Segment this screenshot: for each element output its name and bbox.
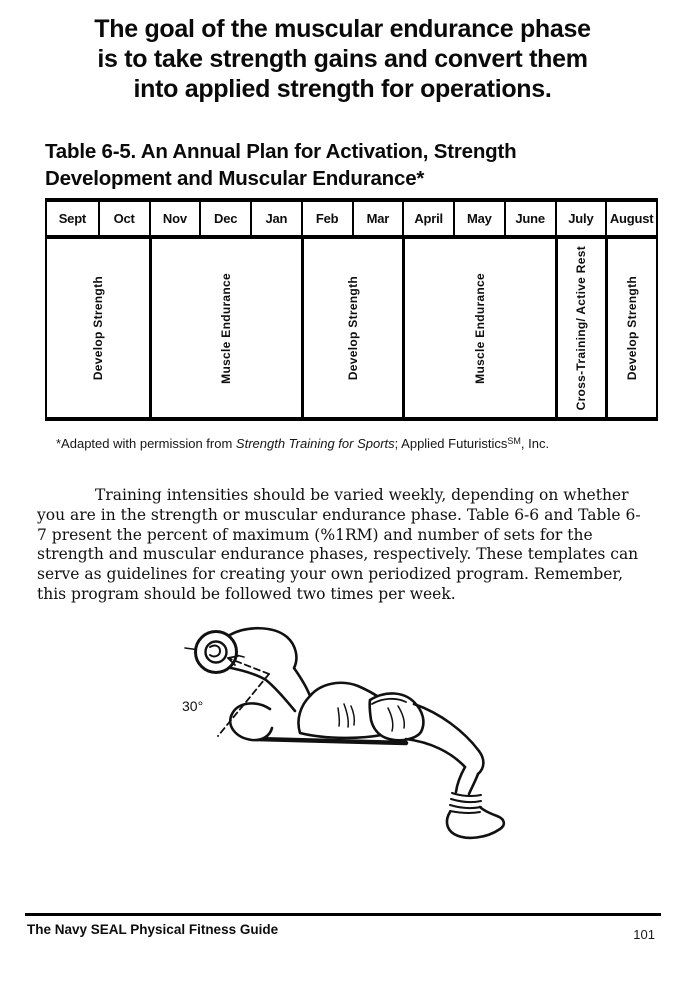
footer-rule	[25, 913, 661, 916]
month-header-cell: Dec	[199, 202, 250, 235]
annual-plan-table	[45, 198, 658, 421]
table-title-line: Development and Muscular Endurance*	[45, 167, 425, 190]
footnote-suffix: , Inc.	[520, 436, 550, 451]
phase-row	[45, 239, 658, 417]
paragraph-line: this program should be followed two times per week.	[37, 584, 456, 603]
page-heading	[0, 14, 685, 104]
month-header-cell: Sept	[58, 211, 87, 226]
bench-line	[256, 739, 406, 743]
footnote-source: Strength Training for Sports	[235, 436, 395, 451]
footer-book-title: The Navy SEAL Physical Fitness Guide	[27, 922, 279, 937]
month-header-cell: Nov	[149, 202, 200, 235]
paragraph-line: Training intensities should be varied weekly, depending on whether	[95, 486, 629, 504]
phase-cell	[149, 239, 301, 417]
phase-label: Cross-Training/ Active Rest	[574, 245, 589, 411]
footnote-middle: ; Applied Futuristics	[394, 436, 508, 451]
heading-line: is to take strength gains and convert them	[97, 45, 588, 73]
shin-line	[456, 767, 465, 792]
ankle-wrap	[452, 793, 481, 796]
page-number: 101	[633, 927, 655, 942]
paragraph-line: serve as guidelines for creating your own periodized program. Remember,	[37, 565, 624, 584]
table-title-line: Table 6-5. An Annual Plan for Activation, Strength	[45, 140, 517, 163]
weight-plate-hub	[206, 642, 227, 663]
month-header-cell: April	[402, 202, 453, 235]
ankle-wrap	[450, 811, 480, 813]
knee-line	[478, 751, 483, 774]
month-header-cell: July	[555, 202, 606, 235]
month-header-row	[45, 202, 658, 239]
phase-cell	[47, 239, 149, 417]
month-header-cell: Jan	[250, 202, 301, 235]
paragraph-line: 7 present the percent of maximum (%1RM) and number of sets for the	[37, 525, 593, 544]
month-header-cell: Feb	[301, 202, 352, 235]
table-footnote	[56, 436, 549, 451]
footnote-trademark: SM	[507, 436, 521, 446]
ankle-wrap	[451, 799, 481, 802]
ankle-wrap	[450, 805, 481, 808]
phase-label: Develop Strength	[625, 275, 640, 381]
head-outline	[230, 703, 272, 740]
phase-cell	[301, 239, 403, 417]
month-header-cell: Oct	[98, 202, 149, 235]
footnote-prefix: *Adapted with permission from	[56, 436, 236, 451]
phase-cell	[402, 239, 554, 417]
phase-label: Develop Strength	[90, 275, 105, 381]
shin-line	[469, 774, 478, 794]
table-title	[45, 138, 665, 192]
month-header-cell: Mar	[352, 202, 403, 235]
phase-cell	[605, 239, 656, 417]
phase-label: Muscle Endurance	[219, 272, 234, 384]
month-header-cell: May	[453, 202, 504, 235]
body-paragraph	[37, 486, 667, 605]
phase-cell	[555, 239, 606, 417]
heading-line: into applied strength for operations.	[133, 75, 552, 103]
angle-label: 30°	[182, 698, 204, 714]
exercise-illustration	[148, 616, 550, 864]
thigh-bottom-line	[406, 739, 465, 767]
month-header-cell: June	[504, 202, 555, 235]
month-header-cell: August	[605, 202, 656, 235]
heading-line: The goal of the muscular endurance phase	[94, 15, 591, 43]
paragraph-line: you are in the strength or muscular endurance phase. Table 6-6 and Table 6-	[37, 505, 641, 524]
paragraph-line: strength and muscular endurance phases, respectively. These templates can	[37, 545, 639, 564]
phase-label: Muscle Endurance	[472, 272, 487, 384]
phase-label: Develop Strength	[346, 275, 360, 381]
